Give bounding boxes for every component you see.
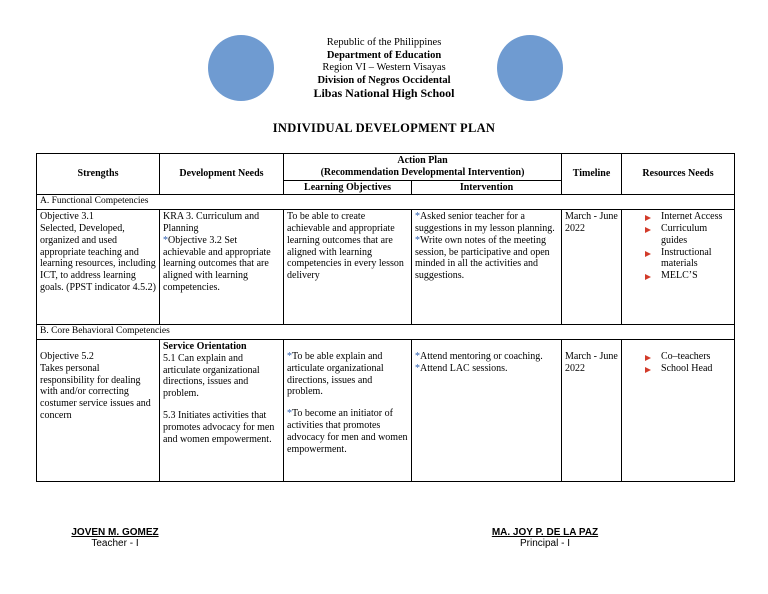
row2-strengths xyxy=(37,339,160,481)
spacer xyxy=(40,341,156,351)
list-item: Instructional materials xyxy=(645,247,731,271)
list-item: Internet Access xyxy=(645,211,731,223)
section-row-functional xyxy=(37,195,735,210)
asterisk-mark: * xyxy=(415,234,420,246)
table-row xyxy=(37,339,735,481)
header-timeline: Timeline xyxy=(562,154,622,195)
row2-int-1: Attend mentoring or coaching. xyxy=(420,350,543,362)
letterhead-division: Division of Negros Occidental xyxy=(317,74,451,86)
row1-int-1: Asked senior teacher for a suggestions in my lesson planning. xyxy=(415,211,555,234)
principal-name: MA. JOY P. DE LA PAZ xyxy=(491,527,599,538)
row2-obj-1-wrap xyxy=(287,351,408,398)
list-item: School Head xyxy=(645,363,731,375)
row2-obj-1: To be able explain and articulate organizational directions, issues and problem. xyxy=(287,350,384,398)
table-row xyxy=(37,210,735,325)
document-title: INDIVIDUAL DEVELOPMENT PLAN xyxy=(272,121,496,135)
row1-int-1-wrap xyxy=(415,211,558,235)
header-action-plan-title: Action Plan xyxy=(397,155,448,166)
row2-dev-2: 5.3 Initiates activities that promotes advocacy for men and women empowerment. xyxy=(163,409,275,445)
section-behavioral-label: B. Core Behavioral Competencies xyxy=(37,325,735,340)
principal-signature-block xyxy=(480,527,610,549)
list-item: Curriculum guides xyxy=(645,223,731,247)
header-action-plan xyxy=(284,154,562,181)
letterhead xyxy=(0,37,768,100)
header-resources: Resources Needs xyxy=(622,154,735,195)
teacher-name: JOVEN M. GOMEZ xyxy=(71,527,159,538)
asterisk-mark: * xyxy=(415,362,420,374)
asterisk-mark: * xyxy=(163,234,168,246)
row1-int-2-wrap xyxy=(415,235,558,282)
row1-learning-objective: To be able to create achievable and appropriate learning outcomes that are aligned with learning competencies in every lesson delivery xyxy=(284,210,412,325)
teacher-title: Teacher - I xyxy=(91,538,139,549)
row1-resources-list xyxy=(625,211,731,282)
row1-strength-objective: Objective 3.1 xyxy=(40,211,94,223)
header-intervention: Intervention xyxy=(412,180,562,195)
section-row-behavioral xyxy=(37,325,735,340)
row2-timeline-text: March - June 2022 xyxy=(565,350,618,374)
row2-learning-objective xyxy=(284,339,412,481)
section-functional-label: A. Functional Competencies xyxy=(37,195,735,210)
header-learning-objectives: Learning Objectives xyxy=(284,180,412,195)
letterhead-school: Libas National High School xyxy=(313,86,455,100)
spacer xyxy=(415,341,558,351)
table-header-row xyxy=(37,154,735,181)
row1-strengths xyxy=(37,210,160,325)
spacer xyxy=(287,398,408,408)
row2-intervention xyxy=(412,339,562,481)
row1-int-2: Write own notes of the meeting session, be participative and open minded in all the activities and suggestions. xyxy=(415,234,550,282)
row2-development-needs xyxy=(160,339,284,481)
row2-int-1-wrap xyxy=(415,351,558,363)
row1-strength-text: Selected, Developed, organized and used appropriate teaching and learning resources, including ICT, to address learning goals. (PPST indicator 4.5.2) xyxy=(40,222,156,293)
asterisk-mark: * xyxy=(415,211,420,223)
header-action-plan-subtitle: (Recommendation Developmental Intervention) xyxy=(320,166,525,178)
spacer xyxy=(565,341,618,351)
row2-strength-objective: Objective 5.2 xyxy=(40,350,94,362)
letterhead-republic: Republic of the Philippines xyxy=(326,37,442,48)
asterisk-mark: * xyxy=(287,408,292,420)
spacer xyxy=(163,400,280,410)
spacer xyxy=(625,341,731,351)
row1-dev-objective: Objective 3.2 Set achievable and appropriate learning outcomes that are aligned with learning competencies. xyxy=(163,234,271,293)
teacher-signature-block xyxy=(60,527,170,549)
row2-resources xyxy=(622,339,735,481)
header-development-needs: Development Needs xyxy=(160,154,284,195)
row1-dev-kra: KRA 3. Curriculum and Planning xyxy=(163,211,260,234)
row2-obj-2: To become an initiator of activities that promotes advocacy for men and women empowerment. xyxy=(287,408,408,455)
asterisk-mark: * xyxy=(415,350,420,362)
principal-title: Principal - I xyxy=(519,538,570,549)
row1-intervention xyxy=(412,210,562,325)
row1-dev-objective-wrap xyxy=(163,235,280,294)
row2-dev-1: 5.1 Can explain and articulate organizational directions, issues and problem. xyxy=(163,352,260,400)
row2-timeline xyxy=(562,339,622,481)
row2-obj-2-wrap xyxy=(287,408,408,455)
list-item: Co–teachers xyxy=(645,351,731,363)
list-item: MELC’S xyxy=(645,270,731,282)
row1-resources xyxy=(622,210,735,325)
asterisk-mark: * xyxy=(287,350,292,362)
row1-timeline: March - June 2022 xyxy=(562,210,622,325)
spacer xyxy=(287,341,408,351)
row2-resources-list xyxy=(625,351,731,375)
letterhead-region: Region VI – Western Visayas xyxy=(322,62,446,73)
row2-strength-text: Takes personal responsibility for dealing with and/or correcting costumer service issues and concern xyxy=(40,362,151,421)
row1-development-needs xyxy=(160,210,284,325)
row2-int-2-wrap xyxy=(415,363,558,375)
header-strengths: Strengths xyxy=(37,154,160,195)
development-plan-table xyxy=(36,153,735,482)
letterhead-department: Department of Education xyxy=(326,49,442,61)
row2-dev-title: Service Orientation xyxy=(163,340,247,352)
row2-int-2: Attend LAC sessions. xyxy=(420,362,508,374)
